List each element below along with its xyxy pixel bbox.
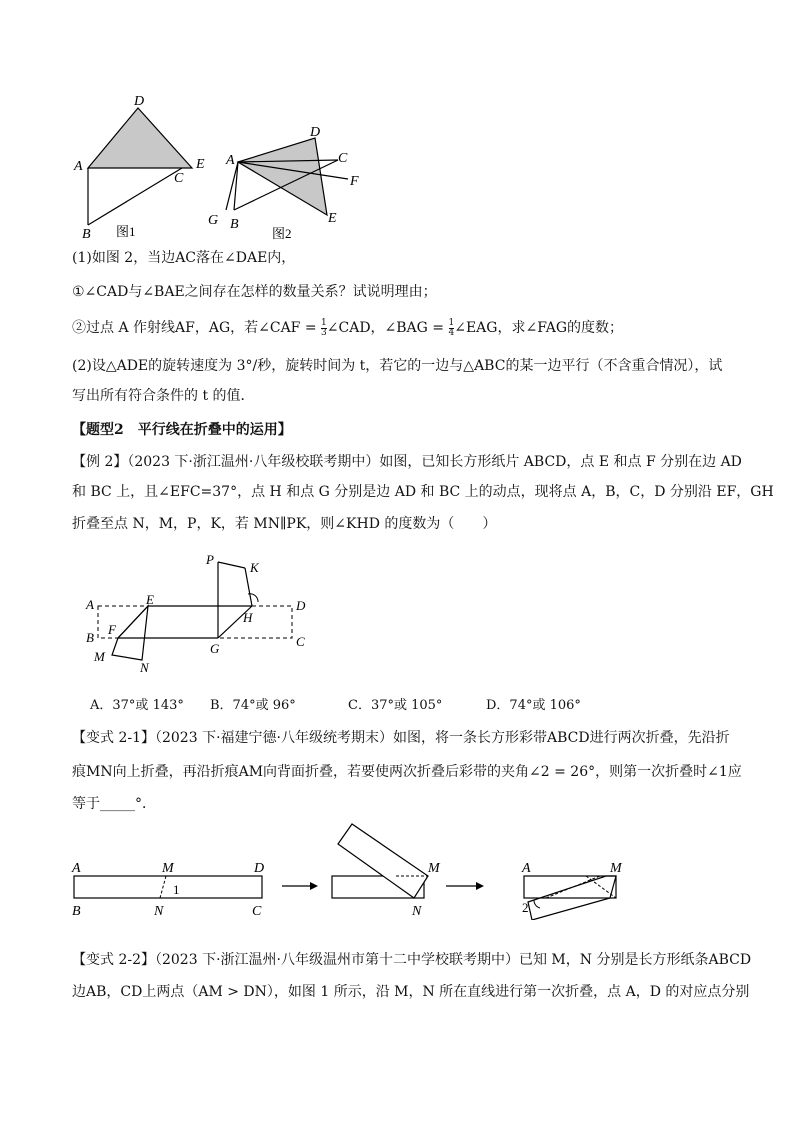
v21-label-b: B — [72, 904, 81, 919]
v21-arrow1-head — [310, 882, 318, 890]
variant21-fold-figure — [66, 820, 646, 920]
variant21-line3: 等于_____°． — [72, 796, 156, 812]
fig2-label-f: F — [350, 174, 359, 189]
ex2-label-f: F — [108, 622, 116, 637]
fig2-caption: 图2 — [272, 226, 292, 241]
option-c[interactable]: C．37°或 105° — [348, 698, 443, 713]
triangle-figures — [70, 90, 370, 245]
fig1-label-a: A — [74, 159, 83, 174]
v21-stage2-folded — [338, 824, 428, 898]
ex2-label-k: K — [250, 560, 259, 575]
example2-fold-figure — [80, 550, 320, 675]
q1-intro: (1)如图 2，当边AC落在∠DAE内， — [72, 250, 296, 266]
example2-line2: 和 BC 上，且∠EFC=37°，点 H 和点 G 分别是边 AD 和 BC 上的动点，现将点 A，B，C，D 分别沿 EF，GH — [72, 484, 774, 500]
variant21-line2: 痕MN向上折叠，再沿折痕AM向背面折叠，若要使两次折叠后彩带的夹角∠2 = 26°，则第一次折叠时∠1应 — [72, 764, 742, 780]
ex2-label-e: E — [146, 592, 154, 607]
v21-stage3-strip — [524, 876, 616, 898]
variant21-line1: 【变式 2-1】（2023 下·福建宁德·八年级统考期末）如图，将一条长方形彩带ABCD进行两次折叠，先沿折 — [72, 730, 730, 746]
v21-arrow2-head — [476, 882, 484, 890]
example2-line3: 折叠至点 N，M，P，K，若 MN∥PK，则∠KHD 的度数为（ ） — [72, 516, 497, 532]
ex2-label-m: M — [94, 649, 105, 664]
v21-stage3-dash2 — [586, 876, 616, 898]
fig1-label-e: E — [196, 157, 205, 172]
ex2-line-pk — [218, 562, 245, 568]
v21-label-n: N — [154, 904, 164, 919]
ex2-left-fold — [112, 606, 148, 660]
fig1-caption: 图1 — [116, 224, 136, 239]
fig2-shaded-triangle — [238, 138, 327, 215]
v21-label-a: A — [72, 861, 81, 876]
option-d[interactable]: D．74°或 106° — [486, 698, 581, 713]
ex2-label-h: H — [243, 610, 253, 625]
ex2-label-n: N — [140, 660, 149, 675]
example2-line1: 【例 2】（2023 下·浙江温州·八年级校联考期中）如图，已知长方形纸片 ABCD，点 E 和点 F 分别在边 AD — [72, 454, 742, 470]
ex2-label-c: C — [296, 634, 305, 649]
fig1-shaded-triangle — [88, 108, 192, 168]
v21-label-c: C — [252, 904, 262, 919]
fig2-label-e: E — [328, 211, 337, 226]
fig2-label-g: G — [208, 213, 219, 228]
v21-stage3-label-m: M — [610, 861, 622, 876]
fig1-label-d: D — [134, 94, 145, 109]
ex2-line-ef — [118, 606, 148, 638]
frac1-den: 3 — [321, 327, 327, 338]
fig1-label-c: C — [174, 171, 184, 186]
ex2-label-a: A — [86, 597, 94, 612]
ex2-label-b: B — [86, 630, 94, 645]
v21-stage2-label-n: N — [412, 904, 422, 919]
section-title: 【题型2 平行线在折叠中的运用】 — [72, 422, 292, 438]
q1-sub2-part-c: ∠EAG，求∠FAG的度数； — [454, 320, 623, 336]
frac2-num: 1 — [448, 317, 455, 328]
v21-angle2-mark — [534, 900, 540, 908]
fig1-line-bc — [88, 168, 182, 225]
ex2-label-d: D — [296, 598, 306, 613]
v21-crease — [160, 876, 166, 898]
fig2-label-b: B — [230, 217, 239, 232]
q1-sub2 — [72, 318, 732, 338]
frac2-den: 4 — [448, 327, 455, 338]
v21-strip — [74, 876, 262, 898]
ex2-label-g: G — [210, 641, 220, 656]
ex2-dashed-rect — [98, 606, 292, 638]
q1-sub2-part-a: ②过点 A 作射线AF，AG，若∠CAF = — [72, 320, 317, 336]
v21-label-2: 2 — [522, 900, 529, 915]
option-a[interactable]: A．37°或 143° — [90, 698, 184, 713]
ex2-label-p: P — [206, 552, 214, 567]
option-b[interactable]: B．74°或 96° — [210, 698, 296, 713]
q1-sub1: ①∠CAD与∠BAE之间存在怎样的数量关系？试说明理由； — [72, 284, 437, 300]
v21-label-d: D — [254, 861, 265, 876]
fig2-label-c: C — [338, 151, 348, 166]
variant22-line1: 【变式 2-2】（2023 下·浙江温州·八年级温州市第十二中学校联考期中）已知 M，N 分别是长方形纸条ABCD — [72, 952, 752, 968]
v21-stage3-label-a: A — [522, 861, 531, 876]
q1-sub2-part-b: ∠CAD，∠BAG = — [326, 320, 445, 336]
fig1-label-b: B — [82, 227, 91, 242]
v21-label-m: M — [162, 861, 174, 876]
v21-stage2-label-m: M — [428, 861, 440, 876]
q2-line2: 写出所有符合条件的 t 的值． — [72, 388, 255, 404]
fig2-label-a: A — [226, 153, 235, 168]
frac1-num: 1 — [321, 317, 327, 328]
fig2-label-d: D — [310, 125, 321, 140]
v21-label-1: 1 — [173, 882, 180, 897]
q2-line1: (2)设△ADE的旋转速度为 3°/秒，旋转时间为 t，若它的一边与△ABC的某一边平行（不含重合情况），试 — [72, 358, 723, 374]
variant22-line2: 边AB，CD上两点（AM > DN），如图 1 所示，沿 M，N 所在直线进行第一次折叠，点 A，D 的对应点分别 — [72, 984, 750, 1000]
